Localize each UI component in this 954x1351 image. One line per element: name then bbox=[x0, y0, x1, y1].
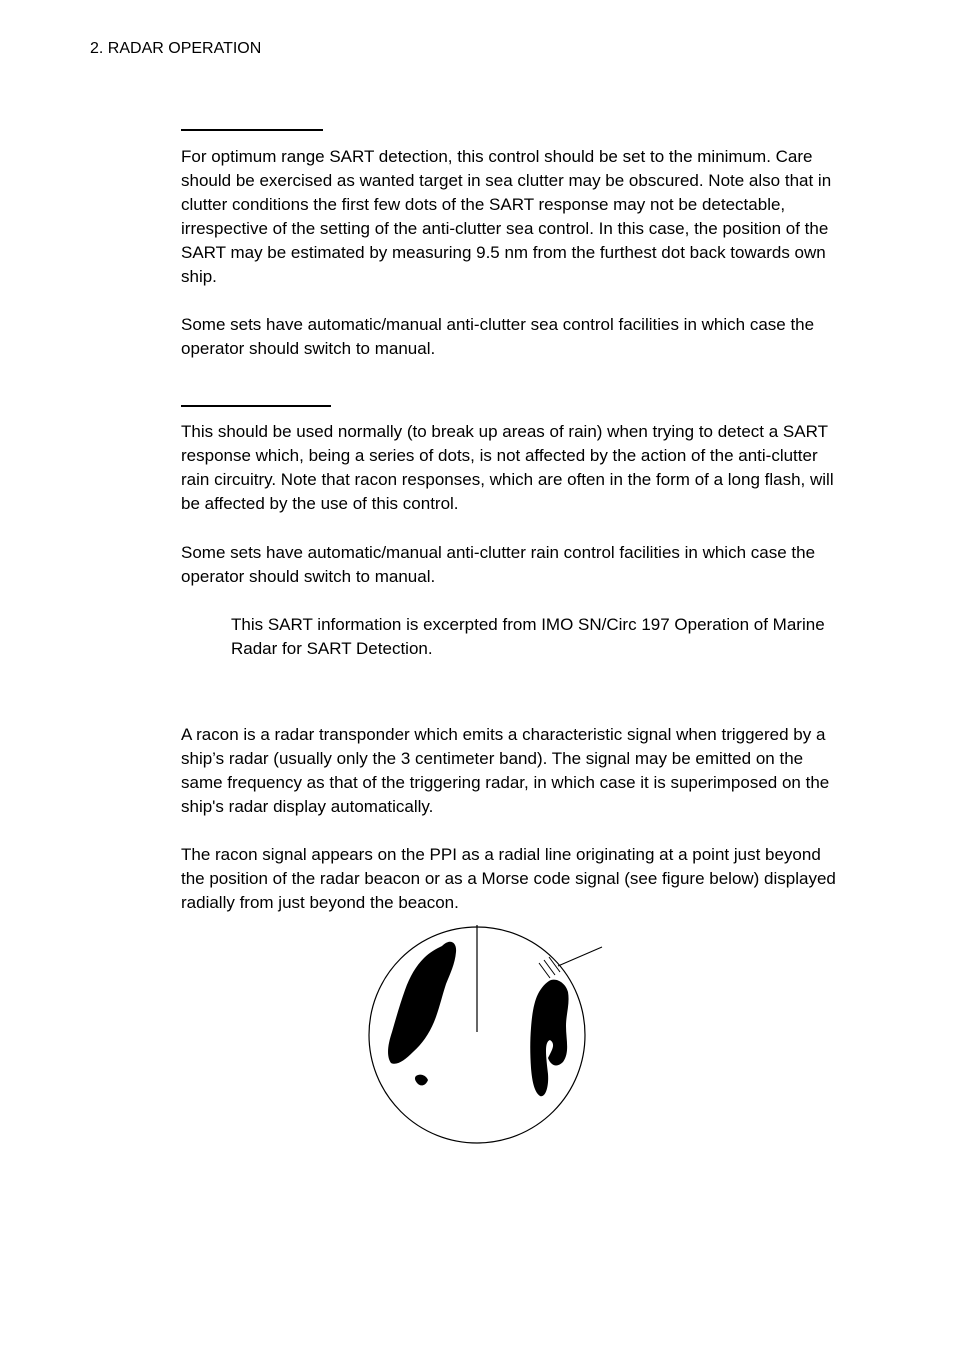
page-header: 2. RADAR OPERATION bbox=[90, 40, 262, 57]
racon-ppi-figure bbox=[360, 918, 610, 1150]
rain-control-paragraph-2: Some sets have automatic/manual anti-clutter rain control facilities in which case the operator should switch to manual. bbox=[181, 543, 816, 586]
landmass-left bbox=[388, 942, 456, 1064]
heading-rule-rain-control bbox=[181, 405, 331, 407]
landmass-islet bbox=[415, 1075, 428, 1086]
rain-control-paragraph-1: This should be used normally (to break up areas of rain) when trying to detect a SART response which, being a series of dots, is not affected by the action of the anti-clutter rain circuitry. Note that racon responses, which are often in the form of a long flash, will be affected by the use of this control. bbox=[181, 422, 834, 513]
racon-paragraph-2: The racon signal appears on the PPI as a radial line originating at a point just beyond the position of the radar beacon or as a Morse code signal (see figure below) displayed radially from just beyond the beacon. bbox=[181, 845, 836, 912]
callout-leader-line bbox=[558, 947, 602, 966]
sea-control-paragraph-2: Some sets have automatic/manual anti-clutter sea control facilities in which case the operator should switch to manual. bbox=[181, 315, 815, 358]
landmass-right bbox=[530, 980, 568, 1097]
sart-source-note: This SART information is excerpted from IMO SN/Circ 197 Operation of Marine Radar for SART Detection. bbox=[231, 615, 825, 658]
racon-ppi-diagram bbox=[360, 918, 610, 1150]
racon-paragraph-1: A racon is a radar transponder which emits a characteristic signal when triggered by a ship’s radar (usually only the 3 centimeter band). The signal may be emitted on the same frequency as that of the triggering radar, in which case it is superimposed on the ship's radar display automatically. bbox=[181, 725, 830, 816]
sea-control-paragraph-1: For optimum range SART detection, this control should be set to the minimum. Care should be exercised as wanted target in sea clutter may be obscured. Note also that in clutter conditions the first few dots of the SART response may not be detectable, irrespective of the setting of the anti-clutter sea control. In this case, the position of the SART may be estimated by measuring 9.5 nm from the furthest dot back towards own ship. bbox=[181, 147, 832, 286]
heading-rule-sea-control bbox=[181, 129, 323, 131]
